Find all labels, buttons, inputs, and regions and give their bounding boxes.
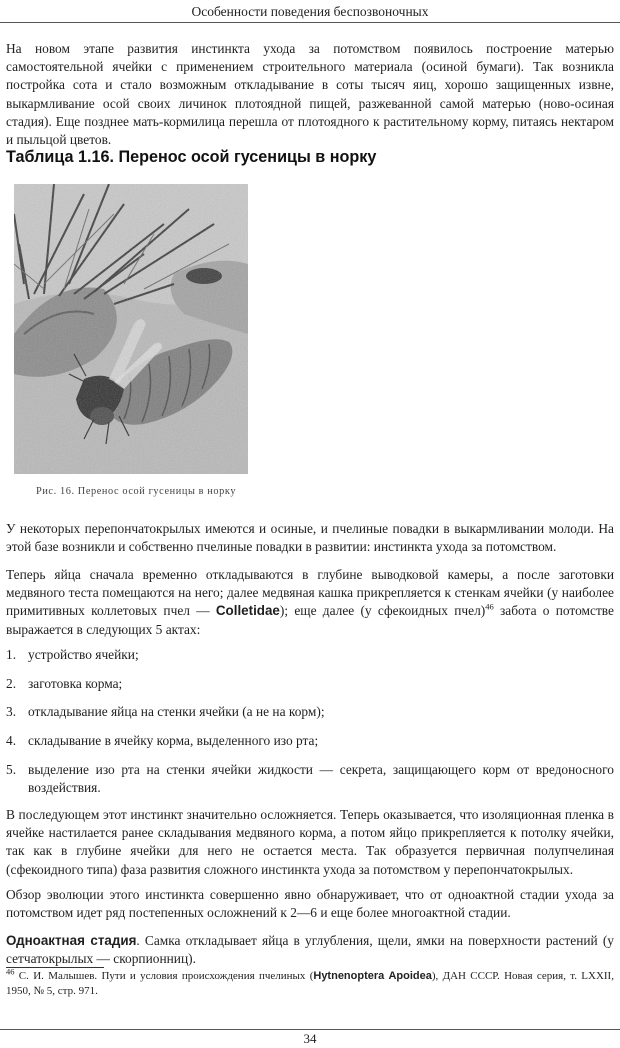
list-item-4 <box>6 732 614 750</box>
text-run: ), ДАН СССР. Новая серия, т. LXXII, 1950, № 5, стр. 971. <box>6 970 614 997</box>
list-item-5 <box>6 761 614 797</box>
paragraph-bee-habits: У некоторых перепончатокрылых имеются и осиные, и пчелиные повадки в выкармливании молоди. На этой базе возникли и собственно пчелиные повадки в развитии: инстинкта ухода за потомством. <box>6 521 614 555</box>
wasp-caterpillar-illustration <box>14 184 248 474</box>
list-item-1 <box>6 646 614 664</box>
list-text: выделение изо рта на стенки ячейки жидкости — секрета, защищающего корм от вредоносного воздействия. <box>28 762 614 796</box>
footnote-rule <box>6 967 104 968</box>
list-number: 4. <box>6 733 17 748</box>
footer-rule <box>0 1029 620 1030</box>
figure-wasp-caterpillar <box>14 184 248 474</box>
header-rule <box>0 22 620 23</box>
table-heading: Таблица 1.16. Перенос осой гусеницы в норку <box>6 148 377 166</box>
term-single-act-stage: Одноактная стадия <box>6 933 137 948</box>
list-text: устройство ячейки; <box>28 647 139 662</box>
text-run: забота о потомстве выражается в следующих 5 актах: <box>6 603 614 637</box>
page-number: 34 <box>303 1031 317 1046</box>
list-text: откладывание яйца на стенки ячейки (а не на корм); <box>28 704 325 719</box>
running-head: Особенности поведения беспозвоночных <box>191 4 429 19</box>
text-run: Теперь яйца сначала временно откладываются в глубине выводковой камеры, а после заготовки медвяного теста помещаются на него; далее медвяная кашка прикрепляется к стенкам ячейки (у наиболее примитивных коллетовых пчел — <box>6 567 614 619</box>
paragraph-nest-building: На новом этапе развития инстинкта ухода за потомством появилось построение матерью самостоятельной ячейки с применением строительного материала (осиной бумаги). Так возникла постройка сота и стало возможным откладывание в соты тысяч яиц, хорошо защищенных извне, выкармливание осой своих личинок плотоядной пищей, разжеванной самой матерью (ново-осиная стадия). Еще позднее мать-кормилица перешла от плотоядного к растительному корму, питаясь нектаром и пыльцой цветов. <box>6 41 614 148</box>
text-run: С. И. Малышев. Пути и условия происхождения пчелиных ( <box>14 970 314 982</box>
paragraph-evolution-overview: Обзор эволюции этого инстинкта совершенно явно обнаруживает, что от одноактной стадии ухода за потомством идет ряд постепенных осложнений к 2—6 и еще более многоактной стадии. <box>6 887 614 921</box>
list-number: 1. <box>6 647 17 662</box>
paragraph-complication: В последующем этот инстинкт значительно осложняется. Теперь оказывается, что изоляционная пленка в ячейке настилается ранее складывания медвяного корма, а потом яйцо прикрепляется к потолку ячейки, так как в глубине ячейки для него не остается места. Так образуется первичная полупчелиная (сфекоидного типа) фаза развития сложного инстинкта ухода за потомством у перепончатокрылых. <box>6 807 614 877</box>
text-run: . Самка откладывает яйца в углубления, щели, ямки на поверхности растений (у сетчатокрылых — скорпионниц). <box>6 933 614 967</box>
list-item-2 <box>6 675 614 693</box>
list-text: складывание в ячейку корма, выделенного изо рта; <box>28 733 319 748</box>
list-item-3 <box>6 703 614 721</box>
footnote-ref[interactable]: 46 <box>485 601 494 612</box>
text-run: ); еще далее (у сфекоидных пчел) <box>279 603 486 619</box>
footnote-46 <box>6 966 614 999</box>
figure-caption: Рис. 16. Перенос осой гусеницы в норку <box>36 486 237 497</box>
paragraph-egg-laying <box>6 566 614 639</box>
list-number: 3. <box>6 704 17 719</box>
taxon-colletidae: Colletidae <box>215 603 280 619</box>
paragraph-single-act-stage <box>6 932 614 968</box>
taxon-apoidea: Hytnenoptera Apoidea <box>313 970 432 982</box>
list-number: 5. <box>6 762 17 777</box>
footnote-mark: 46 <box>6 966 15 977</box>
list-number: 2. <box>6 676 17 691</box>
list-text: заготовка корма; <box>28 676 123 691</box>
